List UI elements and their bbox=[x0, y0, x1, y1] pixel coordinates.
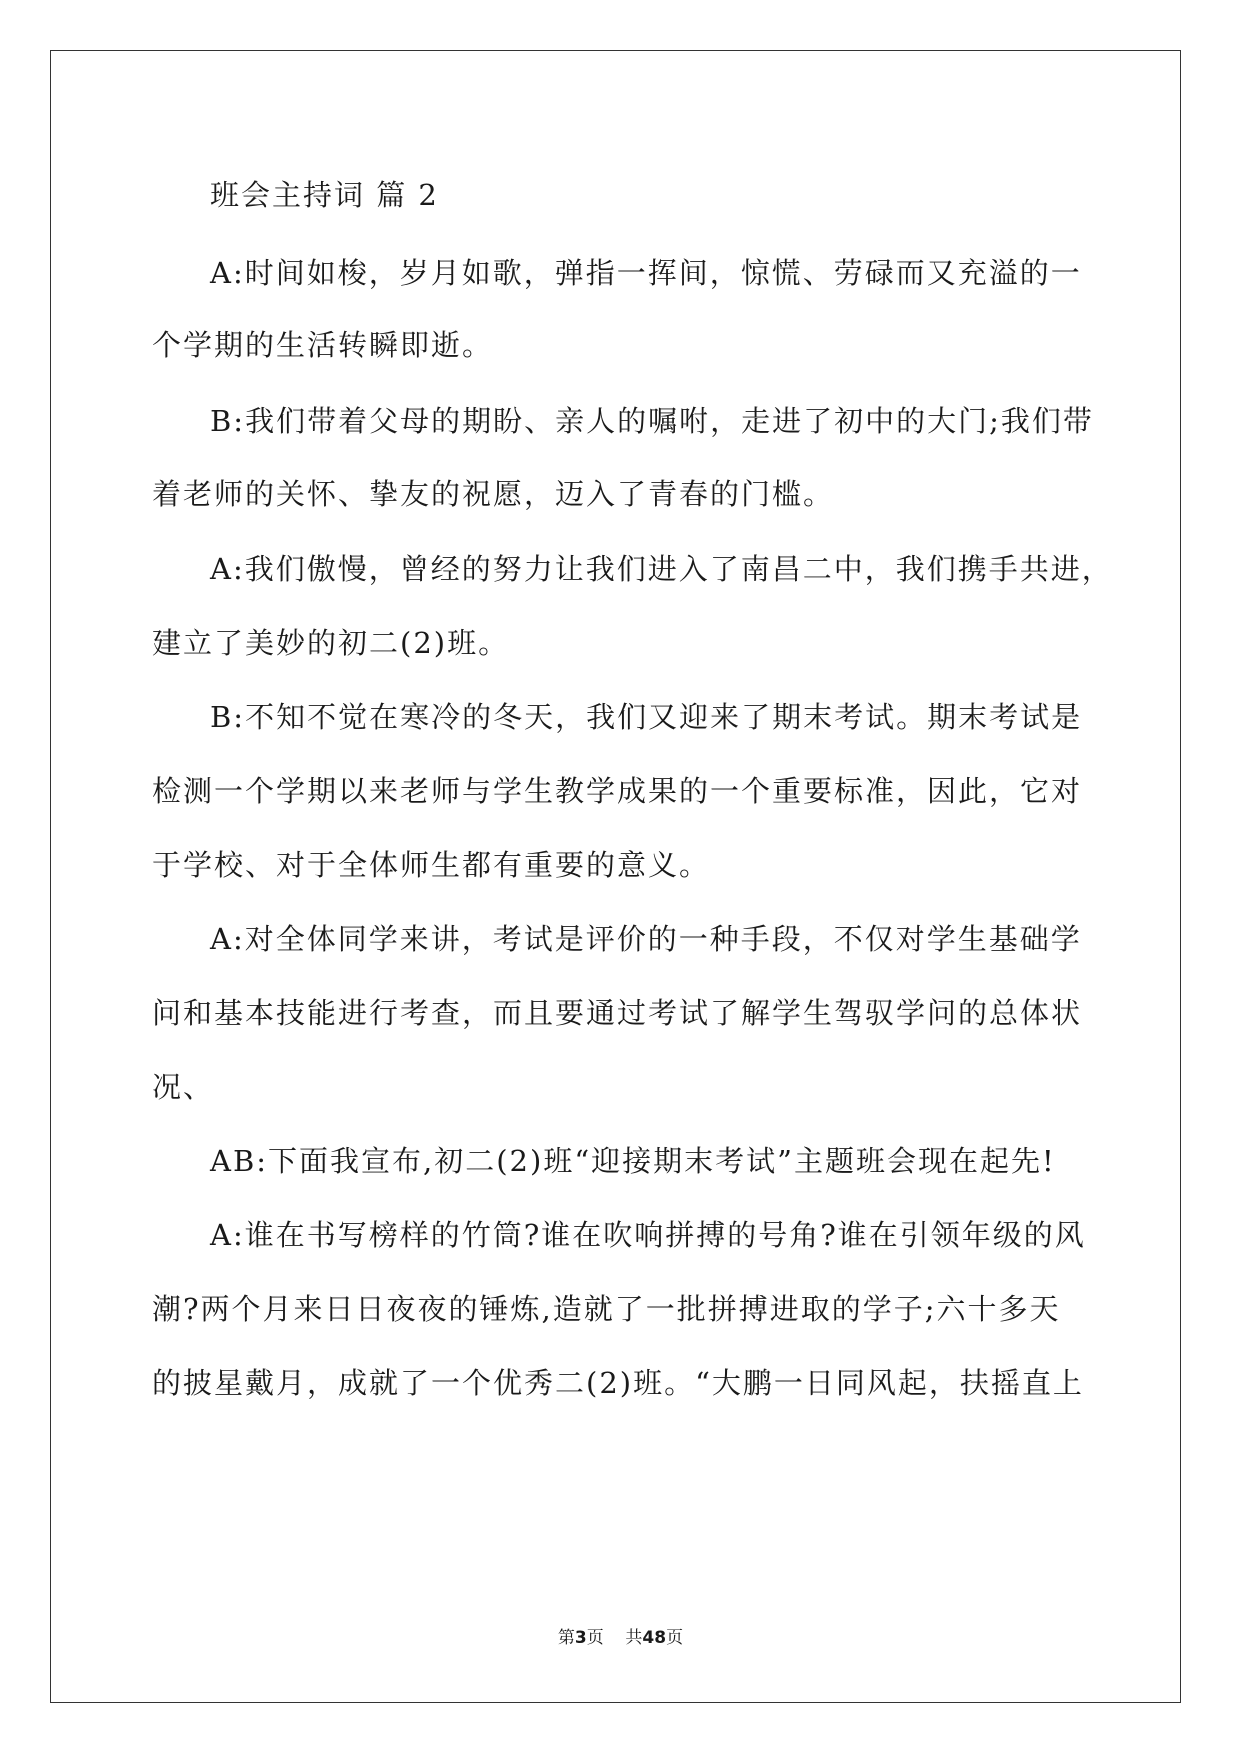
page-number: 3 bbox=[574, 1628, 587, 1648]
paragraph-line: B:我们带着父母的期盼、亲人的嘱咐，走进了初中的大门;我们带 bbox=[210, 404, 1094, 438]
footer-page-suffix: 页 bbox=[586, 1628, 604, 1648]
paragraph-line: 检测一个学期以来老师与学生教学成果的一个重要标准，因此，它对 bbox=[152, 774, 1083, 808]
paragraph-line: 着老师的关怀、挚友的祝愿，迈入了青春的门槛。 bbox=[152, 477, 835, 511]
paragraph-line: A:谁在书写榜样的竹筒?谁在吹响拼搏的号角?谁在引领年级的风 bbox=[210, 1218, 1086, 1252]
paragraph-line: A:我们傲慢，曾经的努力让我们进入了南昌二中，我们携手共进， bbox=[210, 552, 1113, 586]
footer-total-prefix: 共 bbox=[625, 1628, 643, 1648]
paragraph-line: 问和基本技能进行考查，而且要通过考试了解学生驾驭学问的总体状 bbox=[152, 996, 1083, 1030]
paragraph-line: 况、 bbox=[152, 1070, 215, 1104]
total-pages: 48 bbox=[642, 1628, 667, 1648]
footer-prefix: 第 bbox=[557, 1628, 575, 1648]
paragraph-line: 潮?两个月来日日夜夜的锤炼,造就了一批拼搏进取的学子;六十多天 bbox=[152, 1292, 1061, 1326]
paragraph-line: 个学期的生活转瞬即逝。 bbox=[152, 328, 494, 362]
paragraph-line: 建立了美妙的初二(2)班。 bbox=[152, 626, 510, 660]
paragraph-line: A:对全体同学来讲，考试是评价的一种手段，不仅对学生基础学 bbox=[210, 922, 1082, 956]
paragraph-line: B:不知不觉在寒冷的冬天，我们又迎来了期末考试。期末考试是 bbox=[210, 700, 1083, 734]
footer-total-suffix: 页 bbox=[666, 1628, 684, 1648]
page-footer bbox=[0, 1627, 1241, 1649]
paragraph-line: A:时间如梭，岁月如歌，弹指一挥间，惊慌、劳碌而又充溢的一 bbox=[210, 256, 1082, 290]
paragraph-line: 的披星戴月，成就了一个优秀二(2)班。“大鹏一日同风起，扶摇直上 bbox=[152, 1366, 1084, 1400]
paragraph-line: AB:下面我宣布,初二(2)班“迎接期末考试”主题班会现在起先! bbox=[210, 1144, 1056, 1178]
section-title: 班会主持词 篇 2 bbox=[210, 178, 439, 212]
paragraph-line: 于学校、对于全体师生都有重要的意义。 bbox=[152, 848, 711, 882]
